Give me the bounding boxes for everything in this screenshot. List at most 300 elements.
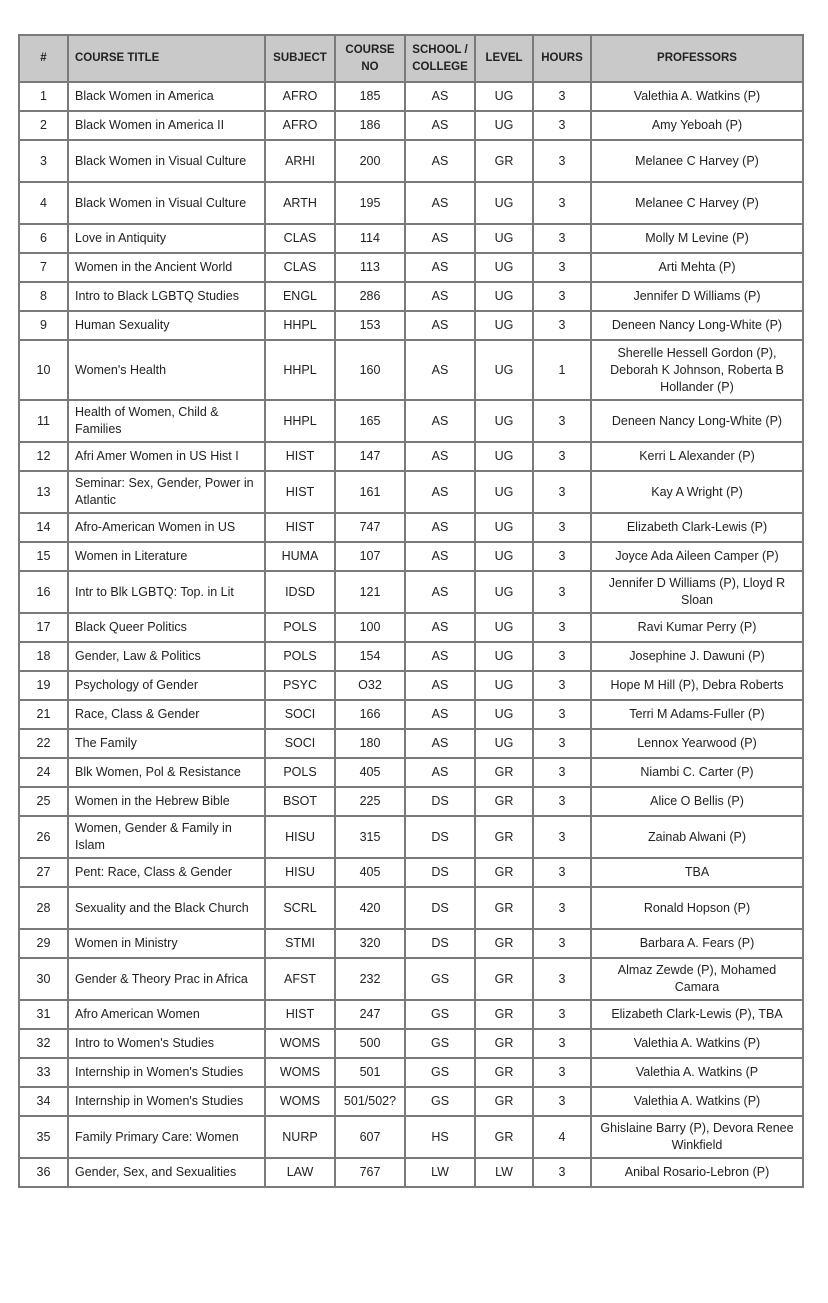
cell-course-number: 195	[335, 182, 405, 224]
cell-level: UG	[475, 311, 533, 340]
table-row	[19, 642, 803, 671]
cell-hours: 3	[533, 82, 591, 111]
table-row	[19, 253, 803, 282]
cell-hours: 1	[533, 340, 591, 400]
table-row	[19, 671, 803, 700]
cell-hours: 3	[533, 787, 591, 816]
cell-row-number: 22	[19, 729, 68, 758]
cell-school-college: AS	[405, 671, 475, 700]
cell-level: GR	[475, 140, 533, 182]
cell-row-number: 18	[19, 642, 68, 671]
cell-level: GR	[475, 858, 533, 887]
header-hours: HOURS	[533, 35, 591, 82]
cell-hours: 3	[533, 887, 591, 929]
cell-subject: HIST	[265, 471, 335, 513]
cell-hours: 3	[533, 253, 591, 282]
cell-school-college: AS	[405, 282, 475, 311]
table-row	[19, 542, 803, 571]
cell-row-number: 14	[19, 513, 68, 542]
header-professors: PROFESSORS	[591, 35, 803, 82]
cell-course-title: Gender & Theory Prac in Africa	[68, 958, 265, 1000]
cell-subject: WOMS	[265, 1087, 335, 1116]
cell-professors: Elizabeth Clark-Lewis (P)	[591, 513, 803, 542]
cell-level: UG	[475, 729, 533, 758]
cell-professors: Valethia A. Watkins (P)	[591, 82, 803, 111]
cell-professors: Terri M Adams-Fuller (P)	[591, 700, 803, 729]
cell-hours: 3	[533, 311, 591, 340]
table-row	[19, 1087, 803, 1116]
cell-row-number: 13	[19, 471, 68, 513]
cell-hours: 3	[533, 642, 591, 671]
header-school-college: SCHOOL / COLLEGE	[405, 35, 475, 82]
courses-table	[18, 34, 804, 1188]
cell-row-number: 29	[19, 929, 68, 958]
table-row	[19, 816, 803, 858]
cell-level: UG	[475, 224, 533, 253]
cell-course-title: Black Queer Politics	[68, 613, 265, 642]
cell-course-title: Women in Literature	[68, 542, 265, 571]
cell-subject: POLS	[265, 613, 335, 642]
cell-course-title: Family Primary Care: Women	[68, 1116, 265, 1158]
cell-subject: ARHI	[265, 140, 335, 182]
table-row	[19, 700, 803, 729]
cell-subject: ARTH	[265, 182, 335, 224]
cell-course-title: Women in Ministry	[68, 929, 265, 958]
cell-row-number: 6	[19, 224, 68, 253]
cell-level: GR	[475, 887, 533, 929]
cell-level: GR	[475, 1058, 533, 1087]
cell-professors: Jennifer D Williams (P), Lloyd R Sloan	[591, 571, 803, 613]
cell-row-number: 31	[19, 1000, 68, 1029]
cell-level: UG	[475, 542, 533, 571]
cell-subject: WOMS	[265, 1029, 335, 1058]
table-row	[19, 1116, 803, 1158]
cell-school-college: GS	[405, 1087, 475, 1116]
cell-level: UG	[475, 182, 533, 224]
cell-row-number: 17	[19, 613, 68, 642]
table-row	[19, 858, 803, 887]
cell-subject: AFRO	[265, 111, 335, 140]
cell-school-college: LW	[405, 1158, 475, 1187]
cell-school-college: DS	[405, 787, 475, 816]
cell-subject: CLAS	[265, 253, 335, 282]
cell-professors: Josephine J. Dawuni (P)	[591, 642, 803, 671]
table-body	[19, 82, 803, 1187]
cell-course-title: Black Women in America	[68, 82, 265, 111]
cell-course-number: 180	[335, 729, 405, 758]
cell-course-number: 405	[335, 858, 405, 887]
header-course-no: COURSE NO	[335, 35, 405, 82]
cell-course-title: Sexuality and the Black Church	[68, 887, 265, 929]
cell-course-number: 147	[335, 442, 405, 471]
cell-professors: Sherelle Hessell Gordon (P), Deborah K Johnson, Roberta B Hollander (P)	[591, 340, 803, 400]
cell-course-title: Internship in Women's Studies	[68, 1087, 265, 1116]
cell-professors: Melanee C Harvey (P)	[591, 182, 803, 224]
cell-course-number: 232	[335, 958, 405, 1000]
cell-course-title: Love in Antiquity	[68, 224, 265, 253]
table-row	[19, 1158, 803, 1187]
cell-row-number: 10	[19, 340, 68, 400]
cell-row-number: 35	[19, 1116, 68, 1158]
cell-course-title: Pent: Race, Class & Gender	[68, 858, 265, 887]
cell-subject: POLS	[265, 758, 335, 787]
cell-row-number: 24	[19, 758, 68, 787]
cell-row-number: 21	[19, 700, 68, 729]
cell-course-number: 501/502?	[335, 1087, 405, 1116]
header-level: LEVEL	[475, 35, 533, 82]
cell-row-number: 1	[19, 82, 68, 111]
cell-professors: Melanee C Harvey (P)	[591, 140, 803, 182]
cell-school-college: DS	[405, 887, 475, 929]
cell-school-college: AS	[405, 400, 475, 442]
cell-course-title: Black Women in Visual Culture	[68, 182, 265, 224]
cell-professors: Valethia A. Watkins (P)	[591, 1087, 803, 1116]
cell-hours: 3	[533, 182, 591, 224]
cell-professors: Alice O Bellis (P)	[591, 787, 803, 816]
cell-subject: LAW	[265, 1158, 335, 1187]
cell-hours: 3	[533, 958, 591, 1000]
cell-subject: HHPL	[265, 400, 335, 442]
cell-course-number: 767	[335, 1158, 405, 1187]
cell-course-number: 160	[335, 340, 405, 400]
cell-row-number: 12	[19, 442, 68, 471]
cell-level: GR	[475, 1000, 533, 1029]
table-row	[19, 442, 803, 471]
cell-subject: AFST	[265, 958, 335, 1000]
cell-subject: HUMA	[265, 542, 335, 571]
cell-professors: Ronald Hopson (P)	[591, 887, 803, 929]
cell-hours: 3	[533, 471, 591, 513]
cell-school-college: HS	[405, 1116, 475, 1158]
cell-row-number: 19	[19, 671, 68, 700]
cell-course-title: The Family	[68, 729, 265, 758]
cell-subject: WOMS	[265, 1058, 335, 1087]
cell-hours: 3	[533, 613, 591, 642]
cell-row-number: 16	[19, 571, 68, 613]
cell-course-number: 107	[335, 542, 405, 571]
cell-course-number: 607	[335, 1116, 405, 1158]
cell-course-title: Internship in Women's Studies	[68, 1058, 265, 1087]
cell-professors: Barbara A. Fears (P)	[591, 929, 803, 958]
cell-professors: Deneen Nancy Long-White (P)	[591, 311, 803, 340]
cell-school-college: AS	[405, 442, 475, 471]
cell-course-number: 161	[335, 471, 405, 513]
cell-subject: HIST	[265, 1000, 335, 1029]
cell-hours: 3	[533, 858, 591, 887]
cell-level: GR	[475, 787, 533, 816]
cell-school-college: AS	[405, 82, 475, 111]
cell-course-title: Gender, Sex, and Sexualities	[68, 1158, 265, 1187]
cell-row-number: 28	[19, 887, 68, 929]
cell-row-number: 9	[19, 311, 68, 340]
cell-course-number: 420	[335, 887, 405, 929]
cell-level: GR	[475, 929, 533, 958]
cell-professors: Zainab Alwani (P)	[591, 816, 803, 858]
cell-hours: 3	[533, 929, 591, 958]
cell-hours: 3	[533, 729, 591, 758]
table-row	[19, 571, 803, 613]
table-row	[19, 140, 803, 182]
cell-subject: BSOT	[265, 787, 335, 816]
header-subject: SUBJECT	[265, 35, 335, 82]
cell-school-college: AS	[405, 111, 475, 140]
cell-course-number: 165	[335, 400, 405, 442]
cell-school-college: DS	[405, 858, 475, 887]
cell-level: GR	[475, 1029, 533, 1058]
cell-row-number: 27	[19, 858, 68, 887]
table-row	[19, 1058, 803, 1087]
cell-hours: 3	[533, 140, 591, 182]
cell-hours: 4	[533, 1116, 591, 1158]
cell-school-college: AS	[405, 513, 475, 542]
table-row	[19, 282, 803, 311]
header-num: #	[19, 35, 68, 82]
cell-course-title: Blk Women, Pol & Resistance	[68, 758, 265, 787]
cell-subject: STMI	[265, 929, 335, 958]
cell-course-title: Women's Health	[68, 340, 265, 400]
cell-professors: Valethia A. Watkins (P	[591, 1058, 803, 1087]
cell-professors: Deneen Nancy Long-White (P)	[591, 400, 803, 442]
table-row	[19, 400, 803, 442]
cell-school-college: GS	[405, 1000, 475, 1029]
cell-professors: Ghislaine Barry (P), Devora Renee Winkfield	[591, 1116, 803, 1158]
cell-professors: Ravi Kumar Perry (P)	[591, 613, 803, 642]
cell-row-number: 4	[19, 182, 68, 224]
cell-row-number: 30	[19, 958, 68, 1000]
cell-subject: SCRL	[265, 887, 335, 929]
cell-row-number: 3	[19, 140, 68, 182]
cell-course-number: 405	[335, 758, 405, 787]
cell-school-college: AS	[405, 542, 475, 571]
cell-course-number: 225	[335, 787, 405, 816]
table-row	[19, 787, 803, 816]
table-row	[19, 340, 803, 400]
cell-level: UG	[475, 282, 533, 311]
cell-school-college: AS	[405, 613, 475, 642]
cell-professors: Elizabeth Clark-Lewis (P), TBA	[591, 1000, 803, 1029]
cell-level: UG	[475, 111, 533, 140]
cell-course-title: Health of Women, Child & Families	[68, 400, 265, 442]
cell-row-number: 7	[19, 253, 68, 282]
table-row	[19, 513, 803, 542]
cell-hours: 3	[533, 1158, 591, 1187]
cell-hours: 3	[533, 1087, 591, 1116]
cell-subject: SOCI	[265, 700, 335, 729]
cell-professors: Kerri L Alexander (P)	[591, 442, 803, 471]
header-row	[19, 35, 803, 82]
cell-row-number: 26	[19, 816, 68, 858]
table-row	[19, 82, 803, 111]
cell-level: GR	[475, 1116, 533, 1158]
cell-school-college: GS	[405, 958, 475, 1000]
cell-professors: Joyce Ada Aileen Camper (P)	[591, 542, 803, 571]
cell-level: GR	[475, 758, 533, 787]
cell-course-title: Intr to Blk LGBTQ: Top. in Lit	[68, 571, 265, 613]
cell-school-college: GS	[405, 1058, 475, 1087]
cell-subject: NURP	[265, 1116, 335, 1158]
cell-school-college: AS	[405, 140, 475, 182]
cell-professors: Almaz Zewde (P), Mohamed Camara	[591, 958, 803, 1000]
cell-level: UG	[475, 613, 533, 642]
table-row	[19, 1029, 803, 1058]
cell-hours: 3	[533, 571, 591, 613]
cell-course-number: 286	[335, 282, 405, 311]
cell-row-number: 33	[19, 1058, 68, 1087]
table-row	[19, 471, 803, 513]
cell-school-college: AS	[405, 224, 475, 253]
cell-professors: Valethia A. Watkins (P)	[591, 1029, 803, 1058]
table-row	[19, 224, 803, 253]
cell-subject: AFRO	[265, 82, 335, 111]
cell-level: GR	[475, 1087, 533, 1116]
cell-course-number: 113	[335, 253, 405, 282]
cell-professors: Anibal Rosario-Lebron (P)	[591, 1158, 803, 1187]
cell-level: UG	[475, 642, 533, 671]
cell-professors: TBA	[591, 858, 803, 887]
cell-school-college: AS	[405, 729, 475, 758]
cell-level: UG	[475, 571, 533, 613]
cell-school-college: AS	[405, 340, 475, 400]
cell-course-title: Intro to Black LGBTQ Studies	[68, 282, 265, 311]
cell-course-number: 166	[335, 700, 405, 729]
table-row	[19, 958, 803, 1000]
cell-hours: 3	[533, 816, 591, 858]
cell-row-number: 32	[19, 1029, 68, 1058]
cell-course-title: Afri Amer Women in US Hist I	[68, 442, 265, 471]
cell-course-number: 100	[335, 613, 405, 642]
cell-school-college: AS	[405, 311, 475, 340]
cell-course-number: 747	[335, 513, 405, 542]
cell-school-college: AS	[405, 758, 475, 787]
cell-level: UG	[475, 513, 533, 542]
cell-level: UG	[475, 253, 533, 282]
cell-row-number: 11	[19, 400, 68, 442]
cell-school-college: AS	[405, 571, 475, 613]
cell-subject: HHPL	[265, 340, 335, 400]
cell-professors: Molly M Levine (P)	[591, 224, 803, 253]
cell-course-title: Afro American Women	[68, 1000, 265, 1029]
cell-course-number: 247	[335, 1000, 405, 1029]
header-course-title: COURSE TITLE	[68, 35, 265, 82]
cell-course-title: Gender, Law & Politics	[68, 642, 265, 671]
cell-course-number: 500	[335, 1029, 405, 1058]
cell-course-number: 320	[335, 929, 405, 958]
cell-level: UG	[475, 400, 533, 442]
cell-course-number: O32	[335, 671, 405, 700]
cell-level: UG	[475, 442, 533, 471]
cell-school-college: DS	[405, 929, 475, 958]
cell-hours: 3	[533, 700, 591, 729]
cell-professors: Kay A Wright (P)	[591, 471, 803, 513]
cell-school-college: AS	[405, 642, 475, 671]
cell-course-number: 153	[335, 311, 405, 340]
cell-subject: HHPL	[265, 311, 335, 340]
cell-level: GR	[475, 816, 533, 858]
cell-course-title: Black Women in America II	[68, 111, 265, 140]
cell-row-number: 34	[19, 1087, 68, 1116]
table-row	[19, 1000, 803, 1029]
cell-professors: Lennox Yearwood (P)	[591, 729, 803, 758]
cell-course-number: 185	[335, 82, 405, 111]
cell-hours: 3	[533, 513, 591, 542]
table-row	[19, 311, 803, 340]
cell-subject: HIST	[265, 513, 335, 542]
cell-course-number: 186	[335, 111, 405, 140]
cell-course-number: 315	[335, 816, 405, 858]
cell-level: UG	[475, 671, 533, 700]
cell-row-number: 36	[19, 1158, 68, 1187]
table-row	[19, 111, 803, 140]
cell-course-title: Black Women in Visual Culture	[68, 140, 265, 182]
cell-hours: 3	[533, 400, 591, 442]
cell-subject: CLAS	[265, 224, 335, 253]
cell-professors: Hope M Hill (P), Debra Roberts	[591, 671, 803, 700]
cell-level: UG	[475, 471, 533, 513]
table-row	[19, 887, 803, 929]
cell-school-college: GS	[405, 1029, 475, 1058]
cell-school-college: AS	[405, 471, 475, 513]
table-row	[19, 758, 803, 787]
cell-subject: SOCI	[265, 729, 335, 758]
cell-row-number: 2	[19, 111, 68, 140]
cell-hours: 3	[533, 282, 591, 311]
cell-course-title: Women, Gender & Family in Islam	[68, 816, 265, 858]
cell-course-title: Seminar: Sex, Gender, Power in Atlantic	[68, 471, 265, 513]
cell-school-college: AS	[405, 253, 475, 282]
cell-course-number: 501	[335, 1058, 405, 1087]
cell-subject: HIST	[265, 442, 335, 471]
cell-professors: Jennifer D Williams (P)	[591, 282, 803, 311]
cell-row-number: 8	[19, 282, 68, 311]
cell-course-number: 154	[335, 642, 405, 671]
cell-school-college: AS	[405, 182, 475, 224]
cell-school-college: AS	[405, 700, 475, 729]
cell-level: LW	[475, 1158, 533, 1187]
cell-hours: 3	[533, 542, 591, 571]
cell-subject: HISU	[265, 858, 335, 887]
cell-course-title: Afro-American Women in US	[68, 513, 265, 542]
cell-subject: HISU	[265, 816, 335, 858]
cell-row-number: 15	[19, 542, 68, 571]
cell-course-title: Intro to Women's Studies	[68, 1029, 265, 1058]
table-row	[19, 929, 803, 958]
cell-course-number: 200	[335, 140, 405, 182]
cell-course-title: Race, Class & Gender	[68, 700, 265, 729]
cell-subject: POLS	[265, 642, 335, 671]
cell-hours: 3	[533, 758, 591, 787]
cell-school-college: DS	[405, 816, 475, 858]
cell-course-number: 114	[335, 224, 405, 253]
cell-row-number: 25	[19, 787, 68, 816]
cell-subject: PSYC	[265, 671, 335, 700]
cell-hours: 3	[533, 671, 591, 700]
cell-level: UG	[475, 340, 533, 400]
cell-level: UG	[475, 700, 533, 729]
cell-course-title: Women in the Hebrew Bible	[68, 787, 265, 816]
cell-professors: Arti Mehta (P)	[591, 253, 803, 282]
cell-hours: 3	[533, 224, 591, 253]
cell-course-number: 121	[335, 571, 405, 613]
cell-professors: Niambi C. Carter (P)	[591, 758, 803, 787]
cell-level: GR	[475, 958, 533, 1000]
cell-hours: 3	[533, 1000, 591, 1029]
table-row	[19, 613, 803, 642]
cell-subject: IDSD	[265, 571, 335, 613]
cell-course-title: Human Sexuality	[68, 311, 265, 340]
cell-course-title: Psychology of Gender	[68, 671, 265, 700]
cell-course-title: Women in the Ancient World	[68, 253, 265, 282]
cell-hours: 3	[533, 1058, 591, 1087]
